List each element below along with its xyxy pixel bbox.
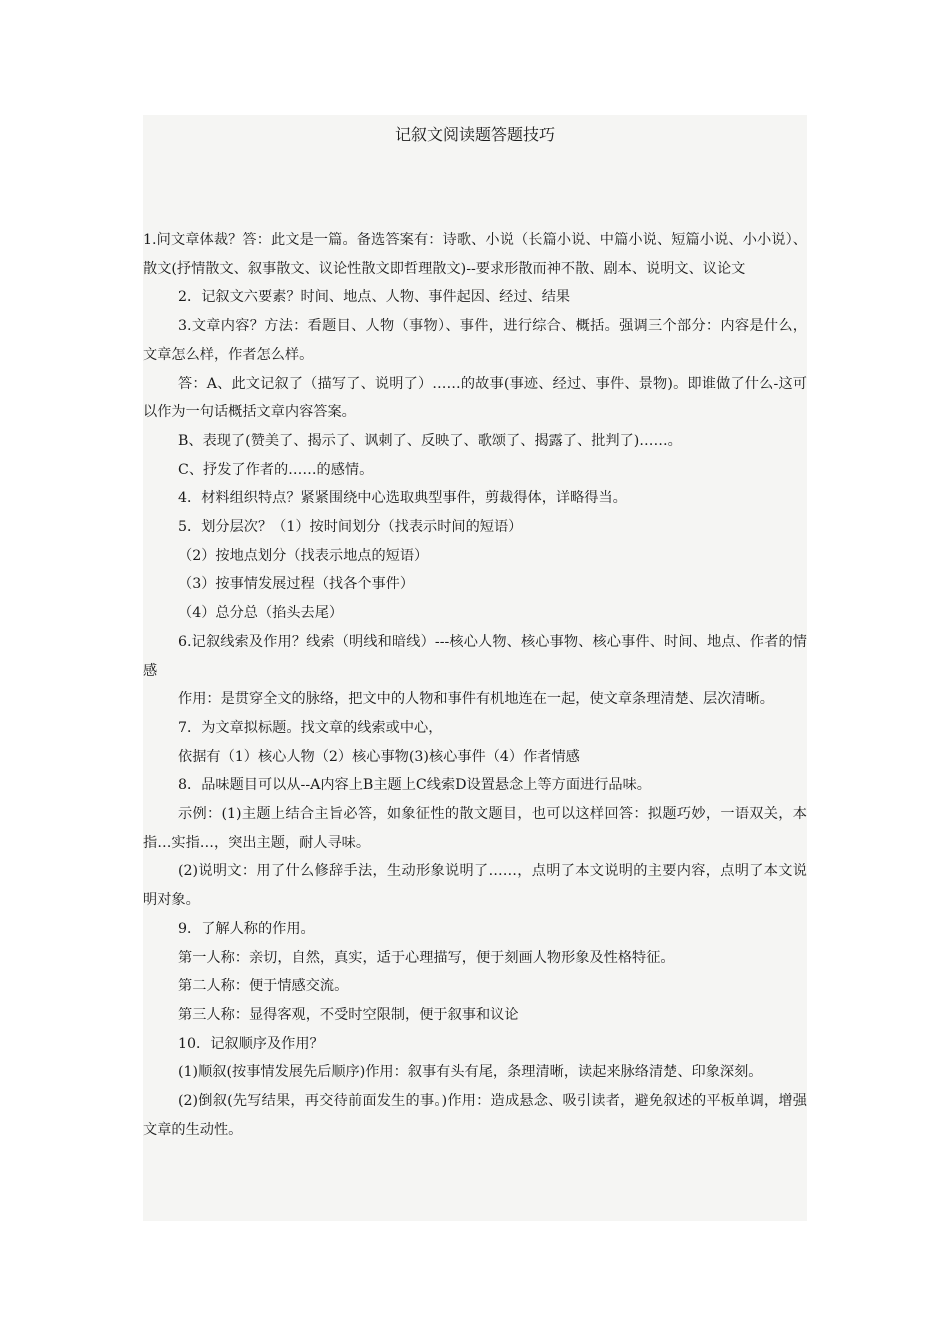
paragraph: C、抒发了作者的……的感情。 [178, 461, 374, 478]
paragraph: 答：A、此文记叙了（描写了、说明了）……的故事(事迹、经过、事件、景物)。即谁做了什么-这可以作为一句话概括文章内容答案。 [143, 375, 807, 421]
paragraph: B、表现了(赞美了、揭示了、讽刺了、反映了、歌颂了、揭露了、批判了)……。 [178, 432, 682, 449]
paragraph: 7．为文章拟标题。找文章的线索或中心， [178, 719, 443, 736]
paragraph: 依据有（1）核心人物（2）核心事物(3)核心事件（4）作者情感 [178, 748, 580, 765]
paragraph: 第三人称：显得客观，不受时空限制，便于叙事和议论 [178, 1006, 519, 1023]
paragraph: 5．划分层次？（1）按时间划分（找表示时间的短语） [178, 519, 523, 536]
paragraph: 2．记叙文六要素？时间、地点、人物、事件起因、经过、结果 [178, 289, 571, 306]
paragraph: 作用：是贯穿全文的脉络，把文中的人物和事件有机地连在一起，使文章条理清楚、层次清晰。 [178, 691, 774, 708]
paragraph: 4．材料组织特点？紧紧围绕中心选取典型事件，剪裁得体，详略得当。 [178, 490, 627, 507]
document-body [143, 226, 807, 1145]
paragraph: 第二人称：便于情感交流。 [178, 978, 349, 995]
paragraph: 3.文章内容？方法：看题目、人物（事物）、事件，进行综合、概括。强调三个部分：内容是什么，文章怎么样，作者怎么样。 [143, 318, 807, 363]
paragraph: 9．了解人称的作用。 [178, 920, 315, 937]
paragraph: （2）按地点划分（找表示地点的短语） [178, 547, 429, 564]
paragraph: (2)倒叙(先写结果，再交待前面发生的事。)作用：造成悬念、吸引读者，避免叙述的平板单调，增强文章的生动性。 [143, 1093, 807, 1138]
paragraph: 示例：(1)主题上结合主旨必答，如象征性的散文题目，也可以这样回答：拟题巧妙，一语双关，本指…实指…，突出主题，耐人寻味。 [143, 806, 807, 851]
paragraph: 1.问文章体裁？答：此文是一篇。备选答案有：诗歌、小说（长篇小说、中篇小说、短篇小说、小小说）、散文(抒情散文、叙事散文、议论性散文即哲理散文)--要求形散而神不散、剧本、说明文、议论文 [143, 232, 807, 277]
document-title: 记叙文阅读题答题技巧 [394, 125, 555, 144]
paragraph: 第一人称：亲切，自然，真实，适于心理描写，便于刻画人物形象及性格特征。 [178, 949, 675, 966]
paragraph: （3）按事情发展过程（找各个事件） [178, 576, 415, 593]
paragraph: (2)说明文：用了什么修辞手法，生动形象说明了……，点明了本文说明的主要内容，点明了本文说明对象。 [143, 863, 807, 909]
paragraph: （4）总分总（掐头去尾） [178, 605, 344, 622]
paragraph: 8．品味题目可以从--A内容上B主题上C线索D设置悬念上等方面进行品味。 [178, 777, 651, 794]
paragraph: 6.记叙线索及作用？线索（明线和暗线）---核心人物、核心事物、核心事件、时间、地点、作者的情感 [143, 633, 807, 679]
paragraph: (1)顺叙(按事情发展先后顺序)作用：叙事有头有尾，条理清晰，读起来脉络清楚、印象深刻。 [178, 1064, 763, 1081]
paragraph: 10．记叙顺序及作用？ [178, 1035, 324, 1052]
